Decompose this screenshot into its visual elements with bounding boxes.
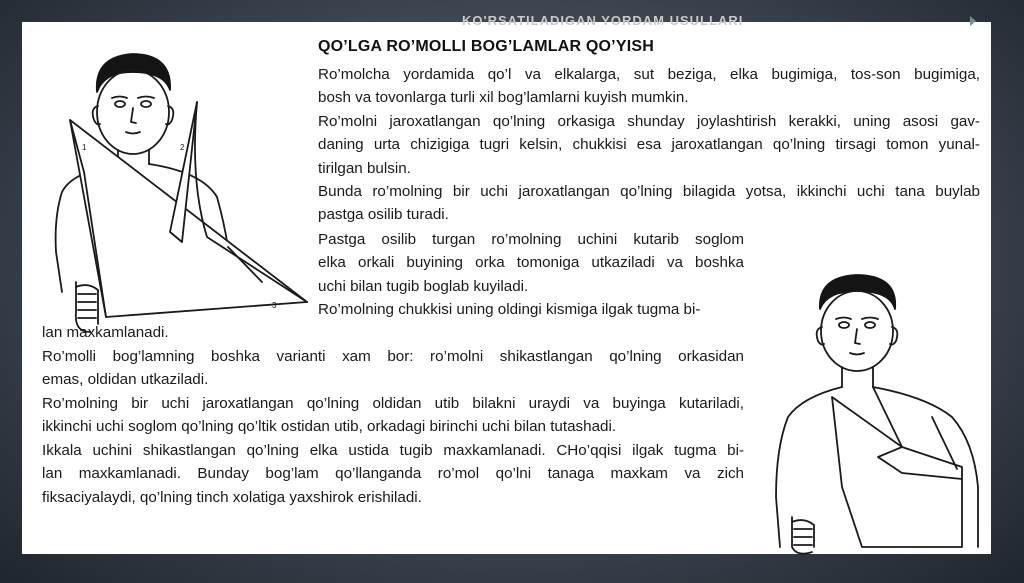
p6-line-2: emas, oldidan utkaziladi. bbox=[42, 371, 209, 389]
p1-line-1: Ro’molcha yordamida qo’l va elkalarga, sut beziga, elka bugimiga, tos-son bugimiga, bbox=[318, 66, 980, 83]
page-title: QO’LGA RO’MOLLI BOG’LAMLAR QO’YISH bbox=[318, 38, 654, 55]
p2-line-1: Ro’molni jaroxatlangan qo’lning orkasiga shunday joylashtirish kerakki, uning asosi gav- bbox=[318, 113, 980, 130]
figure-arm-sling bbox=[752, 247, 991, 552]
faded-header-text: KO'RSATILADIGAN YORDAM USULLARI bbox=[462, 13, 744, 28]
paragraph-8 bbox=[42, 439, 744, 509]
paragraph-2 bbox=[318, 110, 980, 180]
figure1-label-1: 1 bbox=[82, 143, 87, 152]
p1-line-2: bosh va tovonlarga turli xil bog’lamlarni kuyish mumkin. bbox=[318, 89, 689, 107]
p5-line-1: Ro’molning chukkisi uning oldingi kismiga ilgak tugma bi- bbox=[318, 301, 701, 318]
p8-line-1: Ikkala uchini shikastlangan qo’lning elka ustida tugib maxkamlanadi. CHo’qqisi ilgak tugma bi- bbox=[42, 442, 744, 459]
p4-line-1: Pastga osilib turgan ro’molning uchini kutarib soglom bbox=[318, 231, 744, 248]
p8-line-2: lan maxkamlanadi. Bunday bog’lam qo’llanganda ro’mol qo’lni tanaga maxkam va zich bbox=[42, 465, 744, 483]
paragraph-5 bbox=[42, 298, 744, 345]
paragraph-3 bbox=[318, 180, 980, 227]
p7-line-1: Ro’molning bir uchi jaroxatlangan qo’lning oldidan utib bilakni uraydi va buyinga kutariladi, bbox=[42, 395, 744, 412]
p3-line-1: Bunda ro’molning bir uchi jaroxatlangan qo’lning bilagida yotsa, ikkinchi uchi tana buylab bbox=[318, 183, 980, 200]
p5-line-2: lan maxkamlanadi. bbox=[42, 324, 169, 342]
figure-bandage-back bbox=[32, 32, 332, 332]
p2-line-2: daning urta chizigiga tugri kelsin, chukkisi esa jaroxatlangan qo’lning tirsagi tomon yunal- bbox=[318, 136, 980, 154]
paragraph-4 bbox=[318, 228, 744, 298]
corner-arrow-icon bbox=[970, 16, 976, 26]
sling-triangle bbox=[832, 397, 962, 547]
paragraph-1 bbox=[318, 63, 980, 110]
p3-line-2: pastga osilib turadi. bbox=[318, 206, 449, 224]
p4-line-3: uchi bilan tugib boglab kuyiladi. bbox=[318, 277, 529, 295]
p6-line-1: Ro’molli bog’lamning boshka varianti xam bor: ro’molni shikastlangan qo’lning orkasidan bbox=[42, 348, 744, 365]
paragraph-6 bbox=[42, 345, 744, 392]
figure1-label-2: 2 bbox=[180, 143, 185, 152]
p4-line-2: elka orkali buyining orka tomoniga utkaziladi va boshka bbox=[318, 254, 744, 272]
p2-line-3: tirilgan bulsin. bbox=[318, 159, 411, 177]
p8-line-3: fiksaciyalaydi, qo’lning tinch xolatiga yaxshirok erishiladi. bbox=[42, 488, 422, 506]
p7-line-2: ikkinchi uchi soglom qo’lning qo’ltik ostidan utib, orkadagi birinchi uchi bilan tutashadi. bbox=[42, 418, 617, 436]
slide-page bbox=[22, 13, 991, 554]
figure1-label-3: 3 bbox=[272, 301, 277, 310]
paragraph-7 bbox=[42, 392, 744, 439]
figure1-hair bbox=[97, 54, 170, 92]
